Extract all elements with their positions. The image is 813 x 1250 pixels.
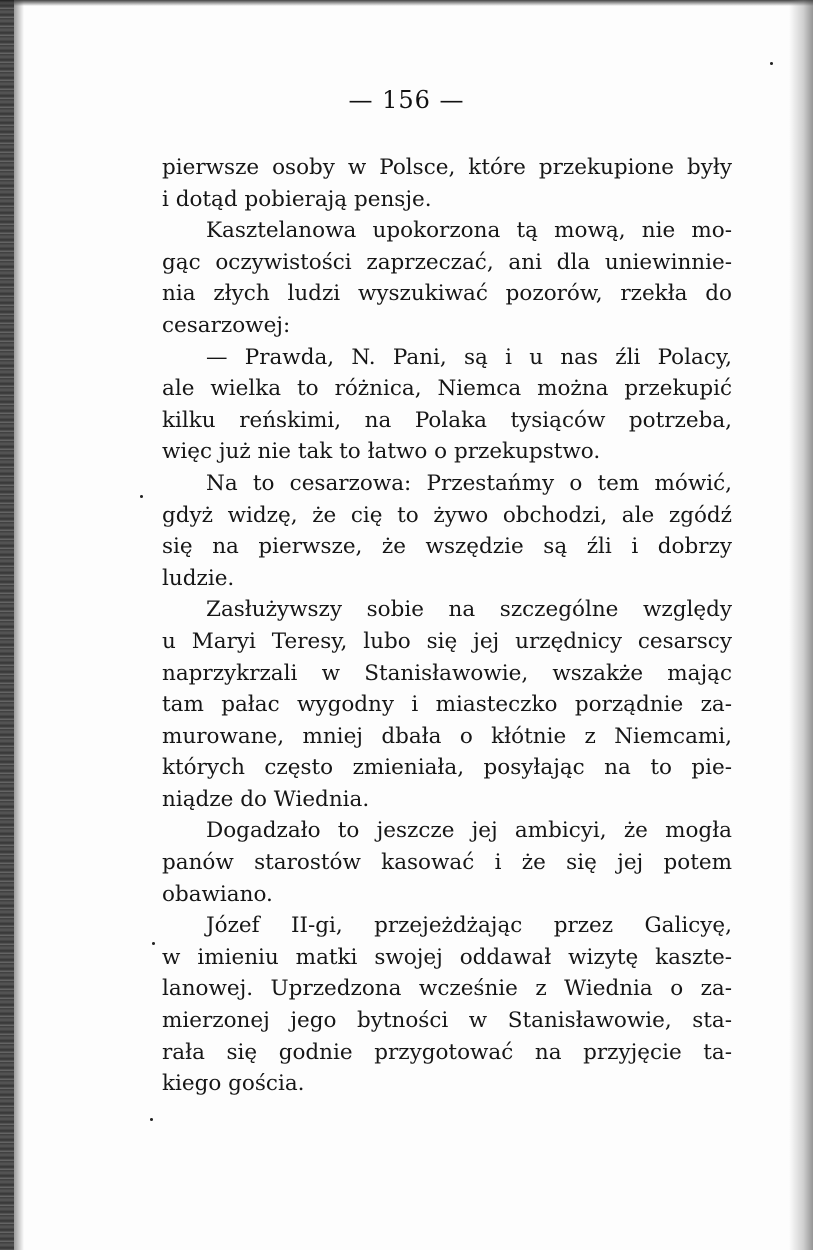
text-line: w imieniu matki swojej oddawał wizytę kaszte- <box>162 944 732 970</box>
spine-shadow <box>14 0 24 1250</box>
text-line: tam pałac wygodny i miasteczko porządnie za- <box>162 692 732 718</box>
scan-speck <box>770 62 773 65</box>
text-line: Zasłużywszy sobie na szczególne względy <box>206 597 732 623</box>
text-line: Kasztelanowa upokorzona tą mową, nie mo- <box>206 218 732 244</box>
body-text <box>162 152 732 1100</box>
text-line: Dogadzało to jeszcze jej ambicyi, że mogła <box>206 818 732 844</box>
text-line: obawiano. <box>162 881 273 907</box>
text-line: więc już nie tak to łatwo o przekupstwo. <box>162 439 601 465</box>
text-line: gąc oczywistości zaprzeczać, ani dla uniewinnie- <box>162 249 732 275</box>
book-spine-edge <box>0 0 14 1250</box>
text-line: Na to cesarzowa: Przestańmy o tem mówić, <box>206 470 732 496</box>
scan-speck <box>140 495 143 498</box>
text-line: Józef II-gi, przejeżdżając przez Galicyę, <box>206 913 732 939</box>
text-line: naprzykrzali w Stanisławowie, wszakże mając <box>162 660 732 686</box>
scan-speck <box>150 1118 153 1121</box>
text-line: się na pierwsze, że wszędzie są źli i dobrzy <box>162 534 732 560</box>
text-line: rała się godnie przygotować na przyjęcie ta- <box>162 1039 732 1065</box>
text-line: niądze do Wiednia. <box>162 786 370 812</box>
text-line: ale wielka to różnica, Niemca można przekupić <box>162 376 732 402</box>
scan-speck <box>152 942 155 945</box>
text-line: i dotąd pobierają pensje. <box>162 186 432 212</box>
text-line: pierwsze osoby w Polsce, które przekupione były <box>162 155 732 180</box>
page-number: — 156 — <box>348 86 465 114</box>
text-line: cesarzowej: <box>162 312 291 338</box>
text-line: lanowej. Uprzedzona wcześnie z Wiednia o za- <box>162 976 732 1002</box>
text-line: — Prawda, N. Pani, są i u nas źli Polacy, <box>206 344 732 370</box>
text-line: u Maryi Teresy, lubo się jej urzędnicy cesarscy <box>162 628 732 654</box>
text-line: kiego gościa. <box>162 1071 305 1097</box>
page-edge-right <box>789 0 813 1250</box>
text-line: mierzonej jego bytności w Stanisławowie, sta- <box>162 1008 732 1034</box>
text-line: gdyż widzę, że cię to żywo obchodzi, ale zgódź <box>162 502 732 528</box>
text-line: ludzie. <box>162 565 235 591</box>
text-line: których często zmieniała, posyłając na to pie- <box>162 755 732 781</box>
text-line: panów starostów kasować i że się jej potem <box>162 850 732 876</box>
page-edge-top <box>0 0 813 6</box>
text-line: murowane, mniej dbała o kłótnie z Niemcami, <box>162 723 732 749</box>
text-line: nia złych ludzi wyszukiwać pozorów, rzekła do <box>162 281 732 307</box>
text-line: kilku reńskimi, na Polaka tysiąców potrzeba, <box>162 407 732 433</box>
